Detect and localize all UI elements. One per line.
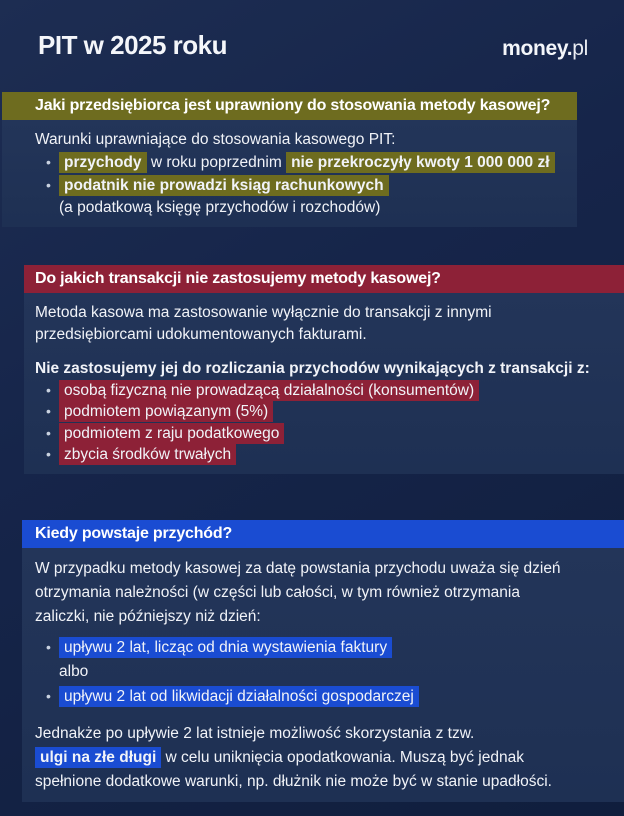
section-revenue-date bbox=[22, 520, 624, 802]
text-segment: zaliczki, nie późniejszy niż dzień: bbox=[35, 607, 261, 625]
text-segment: przedsiębiorcami udokumentowanych fakturami. bbox=[35, 325, 367, 343]
line-spacer bbox=[35, 709, 624, 722]
continuation-line bbox=[35, 660, 624, 684]
text-line bbox=[35, 770, 624, 794]
text-segment: w celu uniknięcia opodatkowania. Muszą być jednak bbox=[161, 748, 524, 766]
bullet-icon: • bbox=[46, 638, 51, 655]
moneypl-logo bbox=[502, 37, 588, 61]
highlighted-text: przychody bbox=[59, 152, 147, 173]
text-line bbox=[35, 746, 624, 770]
section-eligibility-header: Jaki przedsiębiorca jest uprawniony do stosowania metody kasowej? bbox=[2, 92, 577, 120]
text-segment: Warunki uprawniające do stosowania kasowego PIT: bbox=[35, 131, 396, 148]
text-line bbox=[35, 557, 624, 581]
section-excluded-transactions-header: Do jakich transakcji nie zastosujemy metody kasowej? bbox=[24, 265, 624, 293]
section-revenue-date-header: Kiedy powstaje przychód? bbox=[22, 520, 624, 548]
highlighted-text: podatnik nie prowadzi ksiąg rachunkowych bbox=[59, 175, 389, 196]
text-line bbox=[35, 324, 624, 346]
bullet-item bbox=[35, 444, 624, 466]
logo-text-bold: money. bbox=[502, 37, 573, 60]
text-segment: Jednakże po upływie 2 lat istnieje możliwość skorzystania z tzw. bbox=[35, 724, 475, 742]
text-segment: (a podatkową księgę przychodów i rozchodów) bbox=[59, 199, 381, 216]
bullet-icon: • bbox=[46, 381, 51, 398]
top-bar bbox=[0, 0, 624, 61]
section-eligibility bbox=[2, 92, 577, 227]
section-revenue-date-body bbox=[22, 548, 624, 802]
section-eligibility-body bbox=[2, 120, 577, 227]
highlighted-text: podmiotem powiązanym (5%) bbox=[59, 401, 273, 422]
text-segment: spełnione dodatkowe warunki, np. dłużnik nie może być w stanie upadłości. bbox=[35, 772, 552, 790]
bullet-icon: • bbox=[46, 446, 51, 462]
section-excluded-transactions-body bbox=[24, 293, 624, 474]
bullet-item bbox=[35, 401, 624, 423]
text-segment: Nie zastosujemy jej do rozliczania przychodów wynikających z transakcji z: bbox=[35, 360, 590, 377]
page-title: PIT w 2025 roku bbox=[38, 30, 228, 60]
text-segment: W przypadku metody kasowej za datę powstania przychodu uważa się dzień bbox=[35, 559, 561, 577]
bullet-item bbox=[35, 380, 624, 402]
text-line bbox=[35, 581, 624, 605]
logo-text-light: pl bbox=[572, 37, 588, 60]
bullet-item bbox=[35, 684, 624, 709]
text-segment: albo bbox=[59, 662, 89, 680]
highlighted-text: ulgi na złe długi bbox=[35, 747, 161, 768]
text-line bbox=[35, 302, 624, 324]
text-line bbox=[35, 358, 624, 380]
highlighted-text: zbycia środków trwałych bbox=[59, 444, 236, 465]
highlighted-text: nie przekroczyły kwoty 1 000 000 zł bbox=[286, 152, 554, 173]
highlighted-text: osobą fizyczną nie prowadzącą działalności (konsumentów) bbox=[59, 380, 479, 401]
highlighted-text: podmiotem z raju podatkowego bbox=[59, 423, 284, 444]
bullet-icon: • bbox=[46, 403, 51, 419]
bullet-item bbox=[35, 151, 577, 174]
text-line bbox=[35, 129, 577, 151]
section-excluded-transactions bbox=[24, 265, 624, 474]
text-segment: Metoda kasowa ma zastosowanie wyłącznie do transakcji z innymi bbox=[35, 304, 492, 321]
bullet-icon: • bbox=[46, 687, 51, 704]
bullet-item bbox=[35, 174, 577, 197]
text-segment: w roku poprzednim bbox=[146, 154, 287, 171]
bullet-item bbox=[35, 635, 624, 660]
highlighted-text: upływu 2 lat, licząc od dnia wystawienia faktury bbox=[59, 637, 392, 658]
bullet-icon: • bbox=[46, 424, 51, 441]
bullet-icon: • bbox=[46, 154, 51, 170]
highlighted-text: upływu 2 lat od likwidacji działalności gospodarczej bbox=[59, 686, 419, 707]
text-line bbox=[35, 722, 624, 746]
text-segment: otrzymania należności (w części lub całości, w tym również otrzymania bbox=[35, 583, 520, 601]
text-line bbox=[35, 605, 624, 629]
continuation-line bbox=[35, 197, 577, 219]
line-spacer bbox=[35, 345, 624, 358]
bullet-icon: • bbox=[46, 177, 51, 193]
bullet-item bbox=[35, 423, 624, 445]
